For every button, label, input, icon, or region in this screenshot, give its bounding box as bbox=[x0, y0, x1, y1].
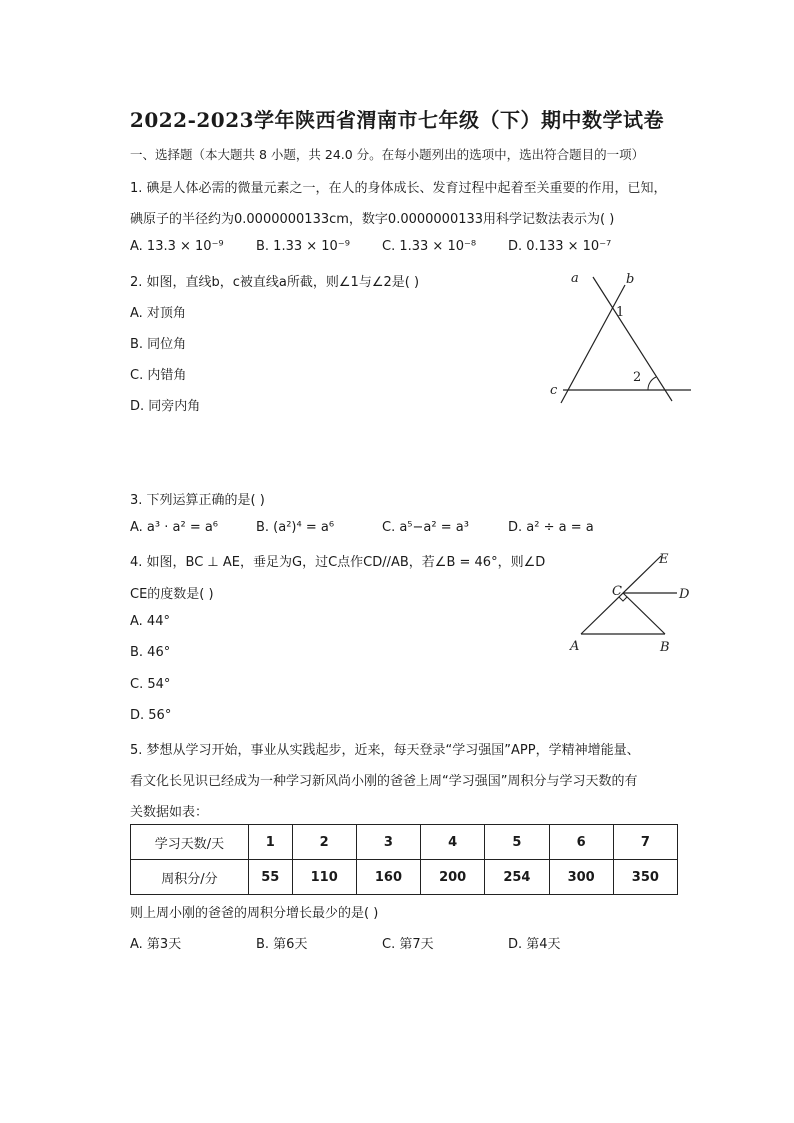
q1-option-b[interactable]: B. 1.33 × 10⁻⁹ bbox=[256, 239, 350, 254]
q2-option-a[interactable]: A. 对顶角 bbox=[130, 306, 186, 321]
q5-option-a[interactable]: A. 第3天 bbox=[130, 937, 182, 952]
q1-option-d[interactable]: D. 0.133 × 10⁻⁷ bbox=[508, 239, 612, 254]
label-E: E bbox=[659, 552, 669, 567]
segment-bc bbox=[623, 593, 665, 634]
label-angle-2: 2 bbox=[633, 370, 642, 385]
q3-option-d[interactable]: D. a² ÷ a = a bbox=[508, 520, 594, 535]
q2-option-b[interactable]: B. 同位角 bbox=[130, 337, 187, 352]
q5-stem-line1: 5. 梦想从学习开始，事业从实践起步，近来，每天登录“学习强国”APP，学精神增能量、 bbox=[130, 743, 640, 758]
q3-stem: 3. 下列运算正确的是( ) bbox=[130, 493, 265, 508]
q3-option-a[interactable]: A. a³ · a² = a⁶ bbox=[130, 520, 219, 535]
table-cell: 254 bbox=[485, 860, 549, 895]
q4-figure bbox=[565, 548, 705, 658]
q4-stem-line2: CE的度数是( ) bbox=[130, 587, 214, 602]
table-cell: 2 bbox=[292, 825, 356, 860]
q1-stem-line2: 碘原子的半径约为0.0000000133cm，数字0.0000000133用科学记数法表示为( ) bbox=[130, 212, 615, 227]
label-D: D bbox=[679, 587, 690, 602]
table-header-days: 学习天数/天 bbox=[131, 825, 249, 860]
q4-option-d[interactable]: D. 56° bbox=[130, 708, 172, 723]
q4-stem-line1: 4. 如图，BC ⊥ AE，垂足为G，过C点作CD//AB，若∠B = 46°，则∠D bbox=[130, 555, 546, 570]
q1-option-a[interactable]: A. 13.3 × 10⁻⁹ bbox=[130, 239, 224, 254]
table-cell: 350 bbox=[613, 860, 677, 895]
table-cell: 200 bbox=[421, 860, 485, 895]
section-heading: 一、选择题（本大题共 8 小题，共 24.0 分。在每小题列出的选项中，选出符合题目的一项） bbox=[130, 147, 645, 162]
table-cell: 7 bbox=[613, 825, 677, 860]
table-cell: 5 bbox=[485, 825, 549, 860]
q5-data-table bbox=[130, 824, 678, 895]
label-C: C bbox=[612, 584, 622, 599]
table-header-points: 周积分/分 bbox=[131, 860, 249, 895]
table-row bbox=[131, 860, 678, 895]
q2-option-c[interactable]: C. 内错角 bbox=[130, 368, 187, 383]
line-b bbox=[561, 285, 625, 403]
q4-option-b[interactable]: B. 46° bbox=[130, 645, 171, 660]
table-cell: 300 bbox=[549, 860, 613, 895]
q5-stem-line2: 看文化长见识已经成为一种学习新风尚小刚的爸爸上周“学习强国”周积分与学习天数的有 bbox=[130, 774, 638, 789]
table-row bbox=[131, 825, 678, 860]
label-a: a bbox=[571, 271, 579, 286]
table-cell: 110 bbox=[292, 860, 356, 895]
page-title: 2022-2023学年陕西省渭南市七年级（下）期中数学试卷 bbox=[129, 108, 665, 132]
q2-figure bbox=[545, 265, 705, 410]
label-b: b bbox=[626, 272, 635, 287]
table-cell: 4 bbox=[421, 825, 485, 860]
table-cell: 6 bbox=[549, 825, 613, 860]
q1-stem-line1: 1. 碘是人体必需的微量元素之一，在人的身体成长、发育过程中起着至关重要的作用，已知， bbox=[130, 181, 667, 196]
q3-option-c[interactable]: C. a⁵−a² = a³ bbox=[382, 520, 469, 535]
angle-2-arc bbox=[648, 377, 656, 390]
q2-option-d[interactable]: D. 同旁内角 bbox=[130, 399, 201, 414]
label-angle-1: 1 bbox=[616, 305, 625, 320]
q5-option-b[interactable]: B. 第6天 bbox=[256, 937, 308, 952]
label-A: A bbox=[570, 639, 580, 654]
q1-option-c[interactable]: C. 1.33 × 10⁻⁸ bbox=[382, 239, 477, 254]
q4-option-a[interactable]: A. 44° bbox=[130, 614, 170, 629]
q2-stem: 2. 如图，直线b，c被直线a所截，则∠1与∠2是( ) bbox=[130, 275, 420, 290]
label-c: c bbox=[550, 383, 558, 398]
q5-option-c[interactable]: C. 第7天 bbox=[382, 937, 434, 952]
label-B: B bbox=[660, 640, 670, 655]
q5-option-d[interactable]: D. 第4天 bbox=[508, 937, 561, 952]
q3-option-b[interactable]: B. (a²)⁴ = a⁶ bbox=[256, 520, 335, 535]
table-cell: 55 bbox=[249, 860, 293, 895]
q5-stem-line3: 关数据如表： bbox=[130, 805, 209, 820]
table-cell: 160 bbox=[356, 860, 420, 895]
table-cell: 1 bbox=[249, 825, 293, 860]
q4-option-c[interactable]: C. 54° bbox=[130, 677, 171, 692]
table-cell: 3 bbox=[356, 825, 420, 860]
q5-question: 则上周小刚的爸爸的周积分增长最少的是( ) bbox=[130, 906, 379, 921]
